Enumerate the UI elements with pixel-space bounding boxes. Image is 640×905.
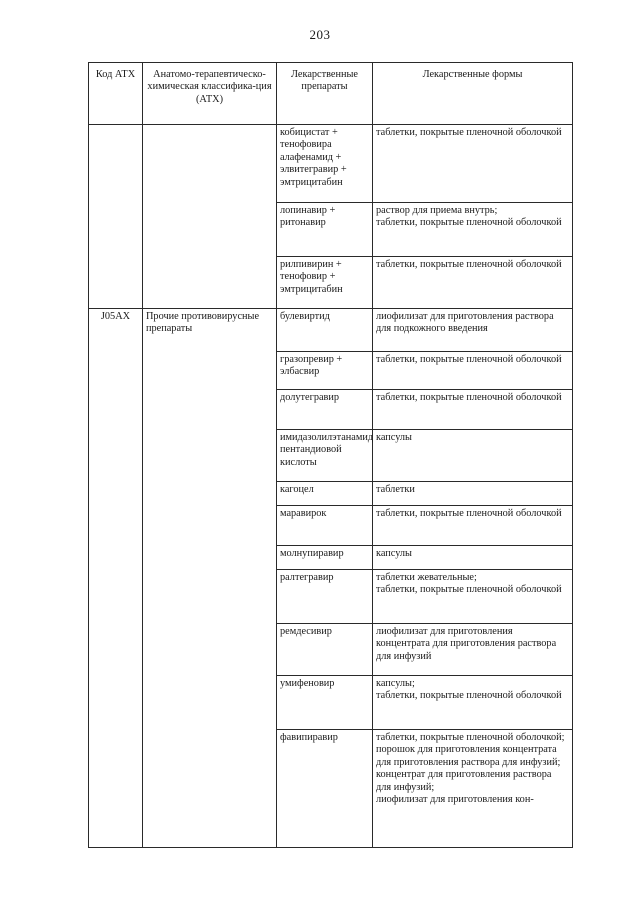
drug-name: фавипиравир bbox=[277, 730, 373, 848]
page-number: 203 bbox=[309, 27, 331, 42]
dosage-form: таблетки, покрытые пленочной оболочкой bbox=[373, 506, 573, 546]
header-dosage-forms: Лекарственные формы bbox=[373, 63, 573, 125]
table-row bbox=[89, 309, 573, 352]
dosage-form: раствор для приема внутрь; таблетки, покрытые пленочной оболочкой bbox=[373, 203, 573, 257]
dosage-form: лиофилизат для приготовления концентрата для приготовления раствора для инфузий bbox=[373, 624, 573, 676]
drug-name: ралтегравир bbox=[277, 570, 373, 624]
empty-classification-cell bbox=[143, 125, 277, 309]
dosage-form: таблетки, покрытые пленочной оболочкой bbox=[373, 390, 573, 430]
drug-name: рилпивирин + тенофовир + эмтрицитабин bbox=[277, 257, 373, 309]
dosage-form: капсулы bbox=[373, 430, 573, 482]
drug-name: кобицистат + тенофовира алафенамид + элвитегравир + эмтрицитабин bbox=[277, 125, 373, 203]
dosage-form: таблетки жевательные; таблетки, покрытые пленочной оболочкой bbox=[373, 570, 573, 624]
dosage-form: капсулы bbox=[373, 546, 573, 570]
dosage-form: капсулы; таблетки, покрытые пленочной оболочкой bbox=[373, 676, 573, 730]
dosage-form: таблетки, покрытые пленочной оболочкой bbox=[373, 125, 573, 203]
drug-name: маравирок bbox=[277, 506, 373, 546]
dosage-form: лиофилизат для приготовления раствора для подкожного введения bbox=[373, 309, 573, 352]
dosage-form: таблетки, покрытые пленочной оболочкой bbox=[373, 257, 573, 309]
dosage-form: таблетки, покрытые пленочной оболочкой; порошок для приготовления концентрата для приготовления раствора для инфузий; концентрат для приготовления раствора для инфузий; лиофилизат для приготовления кон- bbox=[373, 730, 573, 848]
table-header-row bbox=[89, 63, 573, 125]
drug-name: молнупиравир bbox=[277, 546, 373, 570]
drug-name: ремдесивир bbox=[277, 624, 373, 676]
drug-name: лопинавир + ритонавир bbox=[277, 203, 373, 257]
drug-name: имидазолилэтанамид пентандиовой кислоты bbox=[277, 430, 373, 482]
atc-classification: Прочие противовирусные препараты bbox=[143, 309, 277, 848]
atc-code: J05AX bbox=[89, 309, 143, 848]
drug-name: умифеновир bbox=[277, 676, 373, 730]
dosage-form: таблетки, покрытые пленочной оболочкой bbox=[373, 352, 573, 390]
header-atc-classification: Анатомо-терапевтическо-химическая классифика-ция (АТХ) bbox=[143, 63, 277, 125]
header-drugs: Лекарственные препараты bbox=[277, 63, 373, 125]
drug-name: булевиртид bbox=[277, 309, 373, 352]
drug-name: гразопревир + элбасвир bbox=[277, 352, 373, 390]
header-atc-code: Код АТХ bbox=[89, 63, 143, 125]
table-row bbox=[89, 125, 573, 203]
drug-table bbox=[88, 62, 573, 848]
empty-code-cell bbox=[89, 125, 143, 309]
dosage-form: таблетки bbox=[373, 482, 573, 506]
drug-name: долутегравир bbox=[277, 390, 373, 430]
drug-name: кагоцел bbox=[277, 482, 373, 506]
